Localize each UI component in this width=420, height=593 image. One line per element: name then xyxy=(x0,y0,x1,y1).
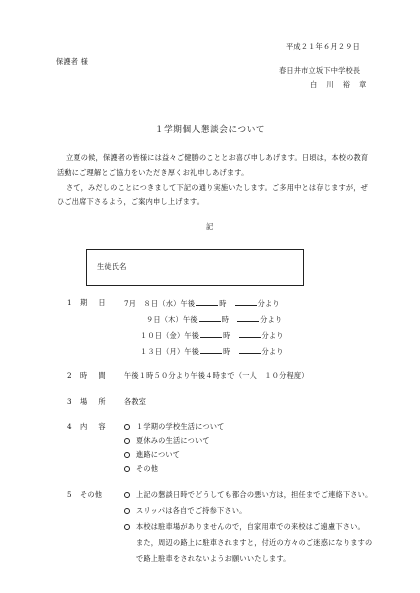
content-item xyxy=(124,436,210,446)
intro-line-2: 活動にご理解とご協力をいただき厚くお礼申しあげます。 xyxy=(57,168,249,177)
hour-label: 時 xyxy=(219,299,227,308)
content-item-text: 進路について xyxy=(136,450,181,459)
other-note-text: スリッパは各自でご持参下さい。 xyxy=(136,506,247,515)
item-3-label: 場 所 xyxy=(80,397,108,406)
other-note-continued: で路上駐車をされないようお願いいたします。 xyxy=(136,554,291,563)
hour-blank xyxy=(196,298,218,306)
other-note-text: 本校は駐車場がありませんので，自家用車での来校はご遠慮下さい。 xyxy=(136,522,365,531)
intro-line-4: ひご出席下さるよう，ご案内申し上げます。 xyxy=(57,197,205,206)
content-item-text: その他 xyxy=(136,464,159,473)
hour-label: 時 xyxy=(223,331,231,340)
circle-bullet-icon xyxy=(124,466,130,472)
circle-bullet-icon xyxy=(124,524,130,530)
intro-line-3: さて，みだしのことにつきまして下記の通り実施いたします。ご多用中とは存じますが，ぜ xyxy=(66,183,369,192)
item-1-number: 1 xyxy=(67,298,72,307)
minute-label: 分より xyxy=(261,347,284,356)
date-row-1-date: 7月 ８日（水）午後 xyxy=(124,299,196,308)
hour-blank xyxy=(200,346,222,354)
circle-bullet-icon xyxy=(124,452,130,458)
item-3-number: 3 xyxy=(67,397,72,406)
item-2-value: 午後１時５０分より午後４時まで（一人 １０分程度） xyxy=(124,371,309,380)
school-name: 春日井市立坂下中学校長 xyxy=(279,66,361,75)
minute-blank xyxy=(237,314,259,322)
item-2-label: 時 間 xyxy=(80,371,108,380)
minute-blank xyxy=(239,346,261,354)
hour-label: 時 xyxy=(221,315,230,324)
date-row-2-date: ９日（木）午後 xyxy=(146,315,198,324)
other-note-continued: また，周辺の路上に駐車されますと，付近の方々のご迷惑になりますの xyxy=(136,538,373,547)
item-5-number: 5 xyxy=(67,490,72,499)
issue-date: 平成２１年６月２９日 xyxy=(286,42,360,51)
item-4-number: 4 xyxy=(67,422,72,431)
minute-label: 分より xyxy=(261,331,284,340)
date-row-1 xyxy=(124,298,280,309)
content-item xyxy=(124,464,158,474)
date-row-2 xyxy=(146,314,282,325)
date-row-3-date: １０日（金）午後 xyxy=(140,331,200,340)
date-row-3 xyxy=(140,330,284,341)
minute-blank xyxy=(239,330,261,338)
date-row-4-date: １３日（月）午後 xyxy=(140,347,200,356)
principal-name: 白 川 裕 章 xyxy=(310,80,368,89)
circle-bullet-icon xyxy=(124,508,130,514)
other-note xyxy=(124,506,247,516)
item-5-label: その他 xyxy=(80,490,103,499)
minute-label: 分より xyxy=(260,315,283,324)
student-name-label: 生徒氏名 xyxy=(97,262,127,271)
circle-bullet-icon xyxy=(124,492,130,498)
item-2-number: 2 xyxy=(67,371,72,380)
content-item-text: １学期の学校生活について xyxy=(136,422,225,431)
item-4-label: 内 容 xyxy=(80,422,108,431)
student-name-box xyxy=(86,249,304,286)
other-note-text: 上記の懇談日時でどうしても都合の悪い方は，担任までご連絡下さい。 xyxy=(136,490,373,499)
circle-bullet-icon xyxy=(124,438,130,444)
date-row-4 xyxy=(140,346,284,357)
other-note xyxy=(124,490,372,500)
circle-bullet-icon xyxy=(124,424,130,430)
item-3-value: 各教室 xyxy=(124,397,147,406)
hour-blank xyxy=(200,330,222,338)
item-1-label: 期 日 xyxy=(80,298,108,307)
other-note xyxy=(124,522,365,532)
minute-label: 分より xyxy=(257,299,280,308)
minute-blank xyxy=(235,298,257,306)
intro-line-1: 立夏の候，保護者の皆様には益々ご健勝のこととお喜び申しあげます。日頃は，本校の教育 xyxy=(66,153,369,162)
content-item xyxy=(124,450,180,460)
hour-label: 時 xyxy=(223,347,231,356)
hour-blank xyxy=(199,314,221,322)
content-item xyxy=(124,422,225,432)
document-title: １学期個人懇談会について xyxy=(154,125,266,135)
content-item-text: 夏休みの生活について xyxy=(136,436,210,445)
ki-mark: 記 xyxy=(206,222,214,231)
recipient: 保護者 様 xyxy=(56,57,89,66)
